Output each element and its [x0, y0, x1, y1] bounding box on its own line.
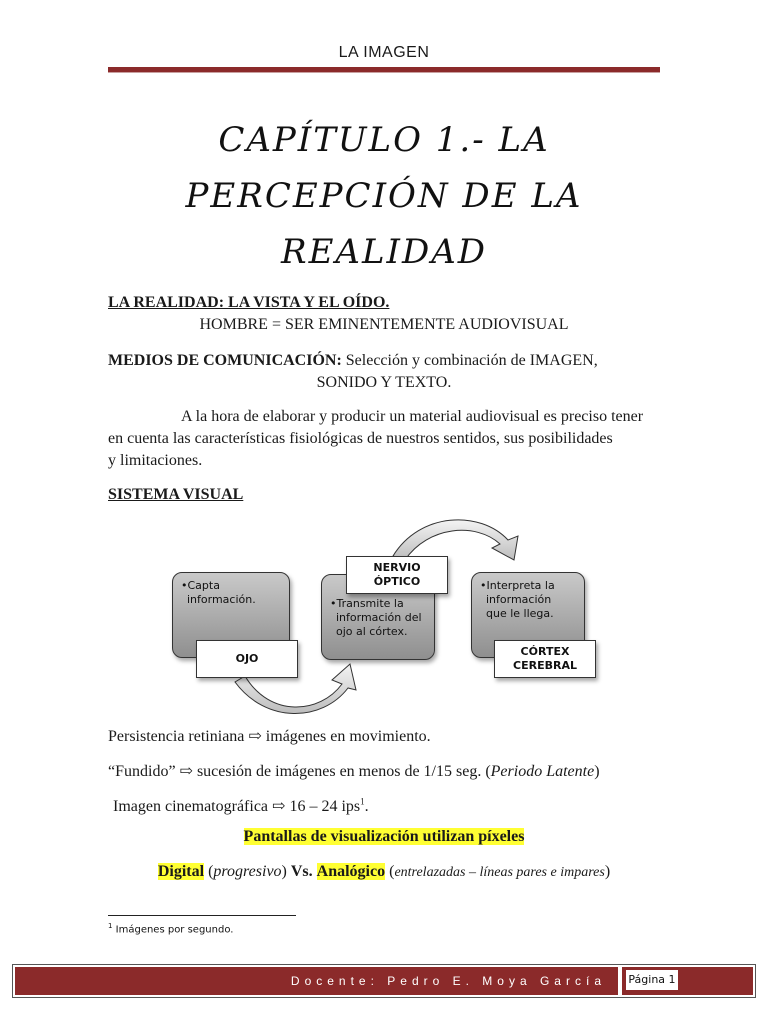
footnote: [108, 922, 233, 935]
cine-text: Imagen cinematográfica: [113, 798, 273, 815]
footer-page-number: Página 1: [626, 970, 678, 990]
cine-text-c: .: [364, 798, 369, 815]
medios-line2: SONIDO Y TEXTO.: [316, 374, 452, 391]
arrow-right-icon: ⇨: [248, 728, 262, 745]
section-heading-sistema-visual: SISTEMA VISUAL: [108, 486, 244, 503]
box-nervio-line2: información del: [336, 611, 422, 624]
label-cortex-cerebral: [494, 640, 596, 678]
footnote-text: Imágenes por segundo.: [112, 924, 234, 936]
paragraph-line1: A la hora de elaborar y producir un material audiovisual es preciso tener: [181, 408, 644, 425]
chapter-title-line2: PERCEPCIÓN DE LA: [185, 176, 583, 216]
progresivo: progresivo: [213, 863, 282, 880]
entrelazadas: entrelazadas – líneas pares e impares: [394, 865, 605, 880]
box-cortex-bullet: •Interpreta la: [480, 579, 555, 592]
persistencia-line: [108, 726, 431, 746]
box-cortex-line2: información: [486, 593, 552, 606]
fundido-line: [108, 761, 600, 781]
footer-page-box: [622, 967, 753, 995]
fundido-text-b: sucesión de imágenes en menos de 1/15 seg. (: [192, 763, 491, 780]
digital-p1: (: [204, 863, 214, 880]
box-ojo-line2: información.: [187, 593, 256, 606]
page-footer: [12, 964, 756, 998]
footnote-number: 1: [108, 922, 113, 930]
box-ojo-bullet: •Capta: [181, 579, 220, 592]
label-cortex-line2: CEREBRAL: [513, 659, 577, 672]
persistencia-text: Persistencia retiniana: [108, 728, 249, 745]
fundido-text-d: ): [594, 763, 600, 780]
footnote-ref: 1: [360, 796, 365, 807]
digital-p2: ): [281, 863, 291, 880]
label-nervio-line1: NERVIO: [373, 561, 421, 574]
persistencia-text-b: imágenes en movimiento.: [261, 728, 431, 745]
pantallas-text: Pantallas de visualización utilizan píxeles: [243, 828, 525, 845]
box-nervio-bullet: •Transmite la: [330, 597, 404, 610]
chapter-title-line1: CAPÍTULO 1.- LA: [218, 120, 550, 160]
arrow-right-icon: ⇨: [272, 798, 286, 815]
digital-word: Digital: [157, 863, 205, 880]
analogico-word: Analógico: [316, 863, 386, 880]
label-cortex-line1: CÓRTEX: [520, 645, 570, 658]
arrow-upper: [393, 520, 518, 560]
footnote-rule: [108, 915, 296, 916]
label-nervio-line2: ÓPTICO: [373, 575, 421, 588]
medios-text: Selección y combinación de IMAGEN,: [341, 352, 598, 369]
header-title: LA IMAGEN: [338, 44, 430, 61]
label-nervio-optico: [346, 556, 448, 594]
digital-p4: ): [604, 863, 611, 880]
fundido-text: “Fundido”: [108, 763, 180, 780]
arrow-right-icon: ⇨: [179, 763, 193, 780]
label-ojo: OJO: [196, 640, 298, 678]
section-subline: HOMBRE = SER EMINENTEMENTE AUDIOVISUAL: [199, 316, 569, 333]
cine-line: [113, 796, 369, 816]
cine-text-b: 16 – 24 ips: [285, 798, 361, 815]
box-nervio-line3: ojo al córtex.: [336, 625, 408, 638]
medios-label: MEDIOS DE COMUNICACIÓN:: [108, 352, 342, 369]
digital-line: [108, 863, 660, 881]
pantallas-line: [108, 828, 660, 846]
vs-word: Vs.: [290, 863, 313, 880]
section-heading-realidad: LA REALIDAD: LA VISTA Y EL OÍDO.: [108, 294, 390, 311]
paragraph-line2: en cuenta las características fisiológicas de nuestros sentidos, sus posibilidades: [108, 430, 613, 447]
periodo-latente: Periodo Latente: [490, 763, 595, 780]
paragraph-line3: y limitaciones.: [108, 452, 203, 469]
box-cortex-line3: que le llega.: [486, 607, 554, 620]
chapter-title-line3: REALIDAD: [280, 232, 488, 272]
digital-p3: (: [385, 863, 395, 880]
footer-author: Docente: Pedro E. Moya García: [15, 967, 618, 995]
